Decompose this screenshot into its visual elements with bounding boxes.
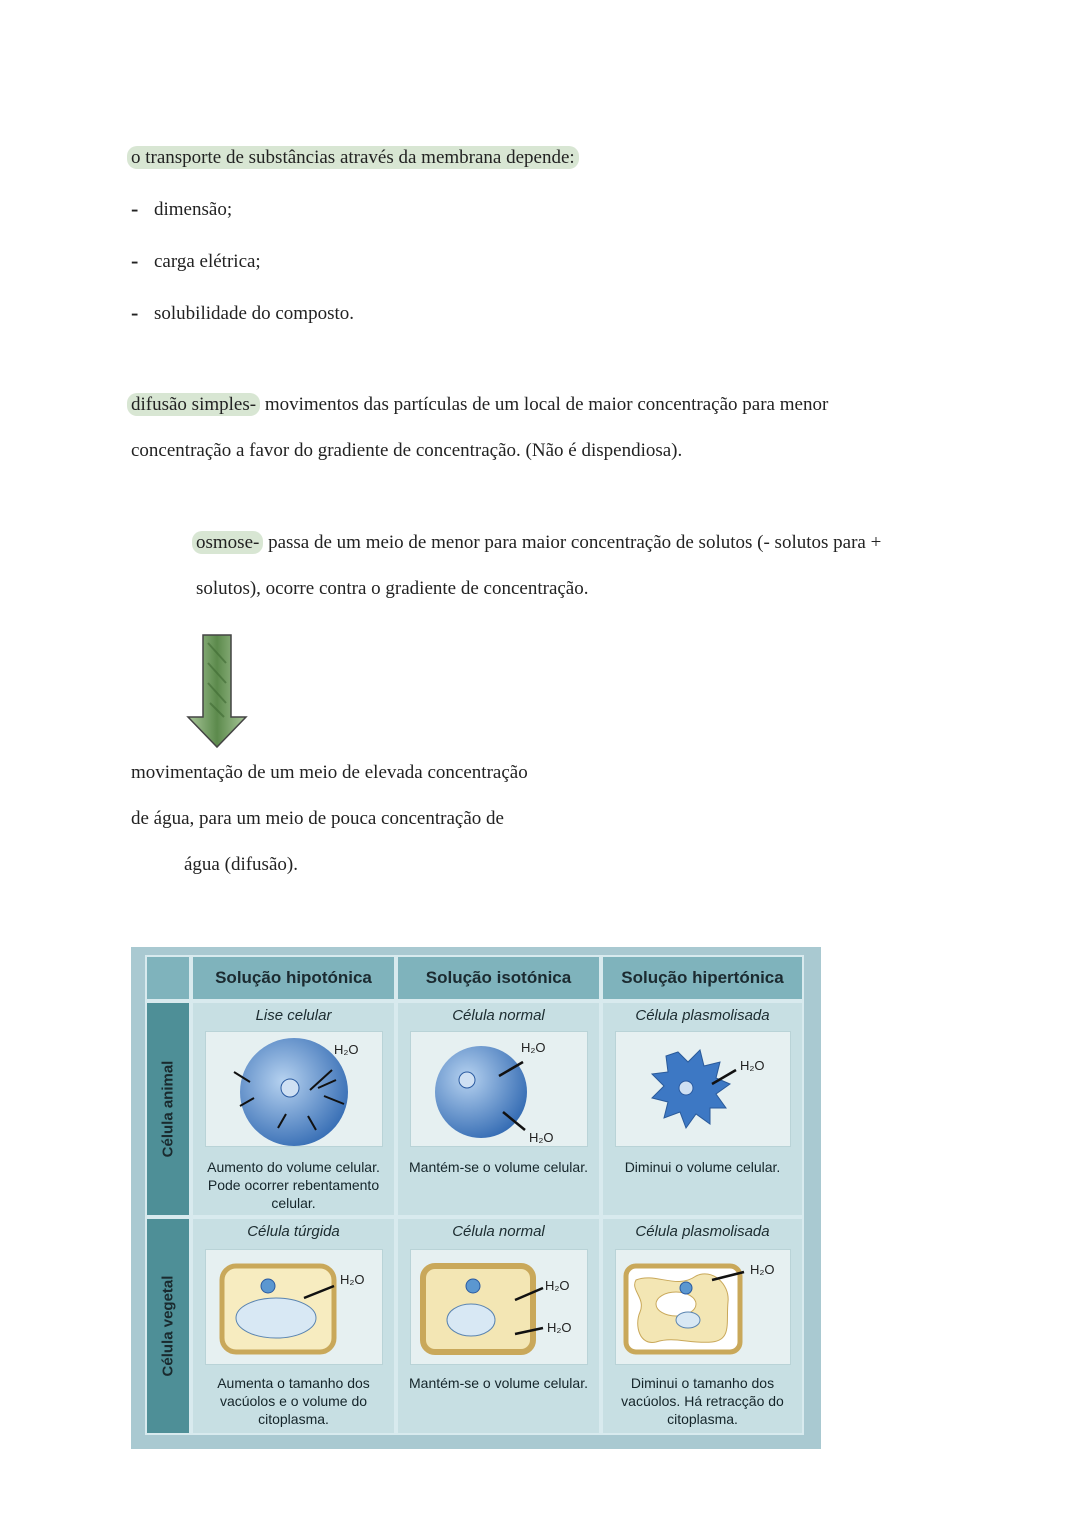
osmosis-figure — [131, 947, 821, 1449]
column-header-hipertonica: Solução hipertónica — [601, 955, 804, 1001]
cell-title: Célula normal — [452, 1007, 545, 1024]
osmosis-table — [145, 955, 804, 1435]
turgid-cell-illustration — [205, 1249, 383, 1365]
svg-text:H₂O: H₂O — [334, 1042, 359, 1057]
cell-title: Lise celular — [255, 1007, 332, 1024]
down-arrow-icon — [186, 633, 250, 751]
svg-text:H₂O: H₂O — [547, 1320, 572, 1335]
svg-text:H₂O: H₂O — [545, 1278, 570, 1293]
cell-animal-isotonica — [396, 1001, 601, 1217]
svg-text:H₂O: H₂O — [529, 1130, 554, 1145]
cell-vegetal-isotonica — [396, 1217, 601, 1435]
cell-animal-hipertonica — [601, 1001, 804, 1217]
list-item: dimensão; — [154, 199, 233, 220]
lysed-cell-illustration — [205, 1031, 383, 1147]
plasmolysed-cell-illustration — [615, 1031, 791, 1147]
movimentacao-line1: movimentação de um meio de elevada concentração — [131, 762, 528, 783]
row-header-vegetal — [145, 1217, 191, 1435]
svg-text:H₂O: H₂O — [340, 1272, 365, 1287]
row-header-vegetal-label: Célula vegetal — [159, 1275, 177, 1377]
cell-description: Diminui o tamanho dos vacúolos. Há retracção do citoplasma. — [621, 1375, 784, 1427]
difusao-text-line2: concentração a favor do gradiente de concentração. (Não é dispendiosa). — [131, 440, 683, 461]
normal-plant-cell-illustration — [410, 1249, 588, 1365]
svg-text:H₂O: H₂O — [740, 1058, 765, 1073]
difusao-paragraph-line1 — [131, 393, 828, 417]
intro-heading — [131, 146, 579, 170]
osmose-text-line2: solutos), ocorre contra o gradiente de concentração. — [196, 578, 589, 599]
movimentacao-line2: de água, para um meio de pouca concentração de — [131, 808, 504, 829]
cell-vegetal-hipertonica — [601, 1217, 804, 1435]
list-item: carga elétrica; — [154, 251, 261, 272]
movimentacao-line3: água (difusão). — [184, 854, 298, 875]
osmose-text-line1: passa de um meio de menor para maior concentração de solutos (- solutos para + — [263, 532, 882, 553]
bullet-dash: - — [131, 300, 139, 325]
svg-text:H₂O: H₂O — [750, 1262, 775, 1277]
plasmolysed-plant-cell-illustration — [615, 1249, 791, 1365]
bullet-dash: - — [131, 196, 139, 221]
normal-cell-illustration — [410, 1031, 588, 1147]
column-header-hipotonica: Solução hipotónica — [191, 955, 396, 1001]
cell-description: Aumento do volume celular. Pode ocorrer rebentamento celular. — [207, 1159, 380, 1211]
cell-vegetal-hipotonica — [191, 1217, 396, 1435]
difusao-term: difusão simples- — [127, 393, 260, 416]
cell-title: Célula normal — [452, 1223, 545, 1240]
cell-description: Aumenta o tamanho dos vacúolos e o volume do citoplasma. — [217, 1375, 370, 1427]
cell-title: Célula plasmolisada — [635, 1223, 770, 1240]
column-header-isotonica: Solução isotónica — [396, 955, 601, 1001]
table-corner — [145, 955, 191, 1001]
bullet-dash: - — [131, 248, 139, 273]
row-header-animal-label: Célula animal — [159, 1060, 177, 1158]
row-header-animal — [145, 1001, 191, 1217]
list-item: solubilidade do composto. — [154, 303, 355, 324]
cell-description: Mantém-se o volume celular. — [409, 1159, 588, 1175]
difusao-text-line1: movimentos das partículas de um local de maior concentração para menor — [260, 394, 829, 415]
cell-animal-hipotonica — [191, 1001, 396, 1217]
osmose-paragraph-line1 — [196, 531, 881, 555]
cell-description: Mantém-se o volume celular. — [409, 1375, 588, 1391]
cell-description: Diminui o volume celular. — [624, 1159, 781, 1175]
osmose-term: osmose- — [192, 531, 263, 554]
cell-title: Célula túrgida — [247, 1223, 340, 1240]
cell-title: Célula plasmolisada — [635, 1007, 770, 1024]
svg-text:H₂O: H₂O — [521, 1040, 546, 1055]
intro-heading-text: o transporte de substâncias através da membrana depende: — [127, 146, 579, 169]
